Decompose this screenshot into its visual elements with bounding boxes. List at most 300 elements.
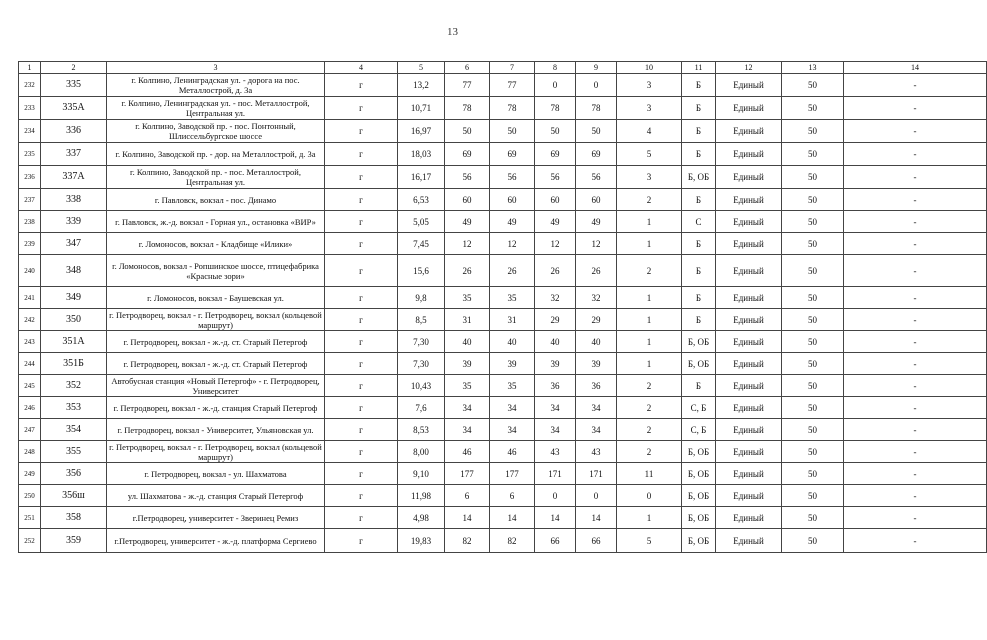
tariff-type: Единый xyxy=(716,309,782,331)
tariff-type: Единый xyxy=(716,419,782,441)
row-index: 234 xyxy=(19,120,41,143)
value-col-13: 50 xyxy=(782,463,844,485)
value-col-10: 1 xyxy=(617,331,682,353)
value-col-7: 26 xyxy=(490,255,535,287)
tariff-type: Единый xyxy=(716,375,782,397)
value-col-6: 39 xyxy=(445,353,490,375)
value-col-6: 6 xyxy=(445,485,490,507)
value-col-9: 36 xyxy=(576,375,617,397)
route-type: г xyxy=(325,189,398,211)
route-number: 336 xyxy=(41,120,107,143)
value-col-13: 50 xyxy=(782,233,844,255)
route-number: 351А xyxy=(41,331,107,353)
value-col-14: - xyxy=(844,189,987,211)
value-col-13: 50 xyxy=(782,331,844,353)
tariff-type: Единый xyxy=(716,233,782,255)
tariff-type: Единый xyxy=(716,120,782,143)
value-col-9: 34 xyxy=(576,419,617,441)
value-col-7: 78 xyxy=(490,97,535,120)
value-col-13: 50 xyxy=(782,166,844,189)
route-type: г xyxy=(325,331,398,353)
bus-class: Б, ОБ xyxy=(682,331,716,353)
tariff-type: Единый xyxy=(716,507,782,529)
bus-class: Б, ОБ xyxy=(682,441,716,463)
route-path: г. Колпино, Заводской пр. - пос. Металлострой, Центральная ул. xyxy=(107,166,325,189)
value-col-13: 50 xyxy=(782,441,844,463)
value-col-6: 14 xyxy=(445,507,490,529)
value-col-13: 50 xyxy=(782,353,844,375)
value-col-10: 0 xyxy=(617,485,682,507)
column-number: 9 xyxy=(576,62,617,74)
value-col-9: 29 xyxy=(576,309,617,331)
column-number: 10 xyxy=(617,62,682,74)
route-type: г xyxy=(325,143,398,166)
value-col-14: - xyxy=(844,166,987,189)
value-col-10: 2 xyxy=(617,397,682,419)
value-col-13: 50 xyxy=(782,97,844,120)
tariff-type: Единый xyxy=(716,97,782,120)
value-col-14: - xyxy=(844,74,987,97)
value-col-9: 66 xyxy=(576,529,617,553)
route-number: 347 xyxy=(41,233,107,255)
value-col-13: 50 xyxy=(782,375,844,397)
value-col-6: 31 xyxy=(445,309,490,331)
value-col-13: 50 xyxy=(782,120,844,143)
route-length: 7,30 xyxy=(398,331,445,353)
value-col-6: 177 xyxy=(445,463,490,485)
bus-class: С xyxy=(682,211,716,233)
value-col-14: - xyxy=(844,233,987,255)
bus-class: Б, ОБ xyxy=(682,166,716,189)
tariff-type: Единый xyxy=(716,287,782,309)
route-length: 9,8 xyxy=(398,287,445,309)
value-col-14: - xyxy=(844,120,987,143)
table-row xyxy=(19,419,987,441)
value-col-10: 1 xyxy=(617,507,682,529)
row-index: 242 xyxy=(19,309,41,331)
route-type: г xyxy=(325,309,398,331)
bus-class: С, Б xyxy=(682,397,716,419)
route-length: 15,6 xyxy=(398,255,445,287)
value-col-8: 39 xyxy=(535,353,576,375)
value-col-14: - xyxy=(844,143,987,166)
value-col-13: 50 xyxy=(782,189,844,211)
value-col-8: 0 xyxy=(535,74,576,97)
route-type: г xyxy=(325,397,398,419)
row-index: 245 xyxy=(19,375,41,397)
row-index: 243 xyxy=(19,331,41,353)
row-index: 241 xyxy=(19,287,41,309)
value-col-10: 2 xyxy=(617,255,682,287)
bus-class: Б xyxy=(682,287,716,309)
page-number: 13 xyxy=(447,26,458,38)
table-row xyxy=(19,255,987,287)
route-path: г. Ломоносов, вокзал - Ропшинское шоссе, птицефабрика «Красные зори» xyxy=(107,255,325,287)
column-number: 2 xyxy=(41,62,107,74)
value-col-7: 177 xyxy=(490,463,535,485)
row-index: 240 xyxy=(19,255,41,287)
row-index: 252 xyxy=(19,529,41,553)
value-col-8: 14 xyxy=(535,507,576,529)
value-col-9: 26 xyxy=(576,255,617,287)
value-col-10: 3 xyxy=(617,97,682,120)
route-length: 8,00 xyxy=(398,441,445,463)
value-col-8: 26 xyxy=(535,255,576,287)
column-number: 14 xyxy=(844,62,987,74)
route-length: 7,30 xyxy=(398,353,445,375)
row-index: 235 xyxy=(19,143,41,166)
route-number: 351Б xyxy=(41,353,107,375)
value-col-9: 171 xyxy=(576,463,617,485)
value-col-13: 50 xyxy=(782,397,844,419)
row-index: 239 xyxy=(19,233,41,255)
value-col-13: 50 xyxy=(782,529,844,553)
value-col-8: 78 xyxy=(535,97,576,120)
value-col-9: 34 xyxy=(576,397,617,419)
route-length: 7,45 xyxy=(398,233,445,255)
bus-class: Б xyxy=(682,309,716,331)
value-col-6: 49 xyxy=(445,211,490,233)
route-number: 338 xyxy=(41,189,107,211)
value-col-10: 2 xyxy=(617,419,682,441)
route-path: г.Петродворец, университет - Зверинец Ремиз xyxy=(107,507,325,529)
table-row xyxy=(19,74,987,97)
value-col-14: - xyxy=(844,375,987,397)
tariff-type: Единый xyxy=(716,166,782,189)
table-row xyxy=(19,97,987,120)
route-type: г xyxy=(325,120,398,143)
row-index: 249 xyxy=(19,463,41,485)
route-path: г. Колпино, Ленинградская ул. - дорога на пос. Металлострой, д. 3а xyxy=(107,74,325,97)
tariff-type: Единый xyxy=(716,331,782,353)
route-type: г xyxy=(325,287,398,309)
value-col-6: 77 xyxy=(445,74,490,97)
value-col-8: 171 xyxy=(535,463,576,485)
tariff-type: Единый xyxy=(716,143,782,166)
value-col-8: 56 xyxy=(535,166,576,189)
value-col-7: 31 xyxy=(490,309,535,331)
value-col-14: - xyxy=(844,309,987,331)
route-length: 7,6 xyxy=(398,397,445,419)
value-col-14: - xyxy=(844,485,987,507)
route-number: 353 xyxy=(41,397,107,419)
row-index: 248 xyxy=(19,441,41,463)
value-col-14: - xyxy=(844,463,987,485)
value-col-7: 50 xyxy=(490,120,535,143)
value-col-6: 60 xyxy=(445,189,490,211)
value-col-7: 82 xyxy=(490,529,535,553)
table-row xyxy=(19,211,987,233)
route-path: г. Петродворец, вокзал - ж.-д. станция Старый Петергоф xyxy=(107,397,325,419)
value-col-14: - xyxy=(844,529,987,553)
value-col-9: 56 xyxy=(576,166,617,189)
route-length: 9,10 xyxy=(398,463,445,485)
route-type: г xyxy=(325,353,398,375)
value-col-9: 49 xyxy=(576,211,617,233)
value-col-9: 32 xyxy=(576,287,617,309)
bus-class: Б xyxy=(682,74,716,97)
value-col-13: 50 xyxy=(782,485,844,507)
bus-class: Б xyxy=(682,143,716,166)
value-col-6: 40 xyxy=(445,331,490,353)
value-col-13: 50 xyxy=(782,255,844,287)
table-row xyxy=(19,143,987,166)
value-col-7: 77 xyxy=(490,74,535,97)
value-col-10: 3 xyxy=(617,74,682,97)
route-type: г xyxy=(325,97,398,120)
routes-table xyxy=(18,61,987,553)
table-row xyxy=(19,485,987,507)
value-col-6: 34 xyxy=(445,397,490,419)
bus-class: Б, ОБ xyxy=(682,507,716,529)
value-col-9: 39 xyxy=(576,353,617,375)
value-col-14: - xyxy=(844,419,987,441)
value-col-9: 50 xyxy=(576,120,617,143)
value-col-6: 56 xyxy=(445,166,490,189)
table-row xyxy=(19,287,987,309)
route-path: г. Колпино, Ленинградская ул. - пос. Металлострой, Центральная ул. xyxy=(107,97,325,120)
value-col-7: 46 xyxy=(490,441,535,463)
row-index: 238 xyxy=(19,211,41,233)
route-length: 10,43 xyxy=(398,375,445,397)
route-type: г xyxy=(325,255,398,287)
route-type: г xyxy=(325,507,398,529)
row-index: 233 xyxy=(19,97,41,120)
value-col-13: 50 xyxy=(782,419,844,441)
column-number: 8 xyxy=(535,62,576,74)
table-row xyxy=(19,166,987,189)
route-path: г. Ломоносов, вокзал - Баушевская ул. xyxy=(107,287,325,309)
column-number: 4 xyxy=(325,62,398,74)
route-number: 359 xyxy=(41,529,107,553)
route-path: г. Петродворец, вокзал - г. Петродворец, вокзал (кольцевой маршрут) xyxy=(107,441,325,463)
value-col-6: 50 xyxy=(445,120,490,143)
tariff-type: Единый xyxy=(716,255,782,287)
bus-class: Б, ОБ xyxy=(682,353,716,375)
route-path: г. Павловск, ж.-д. вокзал - Горная ул., остановка «ВИР» xyxy=(107,211,325,233)
value-col-9: 12 xyxy=(576,233,617,255)
value-col-14: - xyxy=(844,353,987,375)
column-number: 12 xyxy=(716,62,782,74)
value-col-6: 34 xyxy=(445,419,490,441)
tariff-type: Единый xyxy=(716,529,782,553)
route-number: 349 xyxy=(41,287,107,309)
value-col-8: 12 xyxy=(535,233,576,255)
bus-class: Б xyxy=(682,375,716,397)
value-col-7: 34 xyxy=(490,397,535,419)
bus-class: С, Б xyxy=(682,419,716,441)
value-col-7: 6 xyxy=(490,485,535,507)
route-path: г. Колпино, Заводской пр. - пос. Понтонный, Шлиссельбургское шоссе xyxy=(107,120,325,143)
column-number: 3 xyxy=(107,62,325,74)
table-row xyxy=(19,375,987,397)
route-path: г.Петродворец, университет - ж.-д. платформа Сергиево xyxy=(107,529,325,553)
value-col-8: 34 xyxy=(535,397,576,419)
value-col-8: 36 xyxy=(535,375,576,397)
value-col-14: - xyxy=(844,255,987,287)
route-length: 8,53 xyxy=(398,419,445,441)
value-col-10: 2 xyxy=(617,375,682,397)
row-index: 251 xyxy=(19,507,41,529)
route-type: г xyxy=(325,233,398,255)
value-col-7: 40 xyxy=(490,331,535,353)
route-length: 10,71 xyxy=(398,97,445,120)
table-row xyxy=(19,529,987,553)
value-col-10: 4 xyxy=(617,120,682,143)
value-col-8: 40 xyxy=(535,331,576,353)
route-path: г. Павловск, вокзал - пос. Динамо xyxy=(107,189,325,211)
row-index: 244 xyxy=(19,353,41,375)
route-length: 5,05 xyxy=(398,211,445,233)
route-length: 19,83 xyxy=(398,529,445,553)
route-number: 350 xyxy=(41,309,107,331)
value-col-14: - xyxy=(844,211,987,233)
route-number: 352 xyxy=(41,375,107,397)
route-number: 335 xyxy=(41,74,107,97)
value-col-10: 1 xyxy=(617,287,682,309)
route-length: 16,97 xyxy=(398,120,445,143)
value-col-6: 69 xyxy=(445,143,490,166)
value-col-9: 40 xyxy=(576,331,617,353)
route-number: 356 xyxy=(41,463,107,485)
column-number: 13 xyxy=(782,62,844,74)
route-path: г. Петродворец, вокзал - Университет, Ульяновская ул. xyxy=(107,419,325,441)
route-type: г xyxy=(325,419,398,441)
row-index: 232 xyxy=(19,74,41,97)
value-col-13: 50 xyxy=(782,74,844,97)
value-col-10: 2 xyxy=(617,441,682,463)
route-length: 8,5 xyxy=(398,309,445,331)
row-index: 236 xyxy=(19,166,41,189)
value-col-8: 34 xyxy=(535,419,576,441)
route-number: 339 xyxy=(41,211,107,233)
tariff-type: Единый xyxy=(716,485,782,507)
value-col-10: 1 xyxy=(617,233,682,255)
value-col-7: 39 xyxy=(490,353,535,375)
route-number: 348 xyxy=(41,255,107,287)
value-col-10: 5 xyxy=(617,529,682,553)
table-row xyxy=(19,331,987,353)
route-type: г xyxy=(325,529,398,553)
value-col-8: 50 xyxy=(535,120,576,143)
value-col-14: - xyxy=(844,397,987,419)
table-row xyxy=(19,353,987,375)
route-type: г xyxy=(325,441,398,463)
value-col-9: 43 xyxy=(576,441,617,463)
value-col-7: 60 xyxy=(490,189,535,211)
bus-class: Б xyxy=(682,189,716,211)
value-col-10: 1 xyxy=(617,353,682,375)
value-col-14: - xyxy=(844,287,987,309)
value-col-7: 69 xyxy=(490,143,535,166)
value-col-7: 34 xyxy=(490,419,535,441)
bus-class: Б, ОБ xyxy=(682,463,716,485)
value-col-10: 2 xyxy=(617,189,682,211)
value-col-7: 35 xyxy=(490,287,535,309)
value-col-6: 35 xyxy=(445,375,490,397)
value-col-7: 12 xyxy=(490,233,535,255)
value-col-9: 60 xyxy=(576,189,617,211)
bus-class: Б xyxy=(682,97,716,120)
table-row xyxy=(19,441,987,463)
table-row xyxy=(19,507,987,529)
value-col-14: - xyxy=(844,441,987,463)
value-col-6: 35 xyxy=(445,287,490,309)
route-path: Автобусная станция «Новый Петергоф» - г. Петродворец, Университет xyxy=(107,375,325,397)
value-col-13: 50 xyxy=(782,507,844,529)
column-number: 6 xyxy=(445,62,490,74)
route-type: г xyxy=(325,211,398,233)
value-col-13: 50 xyxy=(782,287,844,309)
route-number: 337 xyxy=(41,143,107,166)
value-col-8: 43 xyxy=(535,441,576,463)
route-type: г xyxy=(325,375,398,397)
value-col-6: 78 xyxy=(445,97,490,120)
value-col-14: - xyxy=(844,97,987,120)
route-number: 354 xyxy=(41,419,107,441)
value-col-8: 29 xyxy=(535,309,576,331)
route-type: г xyxy=(325,463,398,485)
value-col-8: 32 xyxy=(535,287,576,309)
route-type: г xyxy=(325,74,398,97)
column-number-row xyxy=(19,62,987,74)
value-col-8: 49 xyxy=(535,211,576,233)
row-index: 250 xyxy=(19,485,41,507)
value-col-8: 69 xyxy=(535,143,576,166)
value-col-9: 78 xyxy=(576,97,617,120)
tariff-type: Единый xyxy=(716,74,782,97)
route-number: 358 xyxy=(41,507,107,529)
route-length: 11,98 xyxy=(398,485,445,507)
value-col-9: 69 xyxy=(576,143,617,166)
value-col-9: 14 xyxy=(576,507,617,529)
table-row xyxy=(19,120,987,143)
value-col-8: 66 xyxy=(535,529,576,553)
bus-class: Б, ОБ xyxy=(682,529,716,553)
value-col-10: 11 xyxy=(617,463,682,485)
table-row xyxy=(19,233,987,255)
value-col-10: 3 xyxy=(617,166,682,189)
row-index: 237 xyxy=(19,189,41,211)
route-path: г. Колпино, Заводской пр. - дор. на Металлострой, д. 3а xyxy=(107,143,325,166)
value-col-13: 50 xyxy=(782,143,844,166)
route-length: 18,03 xyxy=(398,143,445,166)
value-col-7: 35 xyxy=(490,375,535,397)
tariff-type: Единый xyxy=(716,397,782,419)
route-length: 4,98 xyxy=(398,507,445,529)
value-col-8: 60 xyxy=(535,189,576,211)
value-col-8: 0 xyxy=(535,485,576,507)
tariff-type: Единый xyxy=(716,353,782,375)
value-col-13: 50 xyxy=(782,211,844,233)
row-index: 247 xyxy=(19,419,41,441)
table-row xyxy=(19,189,987,211)
value-col-10: 1 xyxy=(617,309,682,331)
value-col-9: 0 xyxy=(576,485,617,507)
value-col-6: 46 xyxy=(445,441,490,463)
route-number: 356ш xyxy=(41,485,107,507)
route-path: г. Петродворец, вокзал - г. Петродворец, вокзал (кольцевой маршрут) xyxy=(107,309,325,331)
table-row xyxy=(19,309,987,331)
column-number: 7 xyxy=(490,62,535,74)
bus-class: Б xyxy=(682,255,716,287)
route-path: г. Петродворец, вокзал - ж.-д. ст. Старый Петергоф xyxy=(107,353,325,375)
table-row xyxy=(19,463,987,485)
value-col-9: 0 xyxy=(576,74,617,97)
value-col-7: 49 xyxy=(490,211,535,233)
table-row xyxy=(19,397,987,419)
route-path: г. Петродворец, вокзал - ул. Шахматова xyxy=(107,463,325,485)
